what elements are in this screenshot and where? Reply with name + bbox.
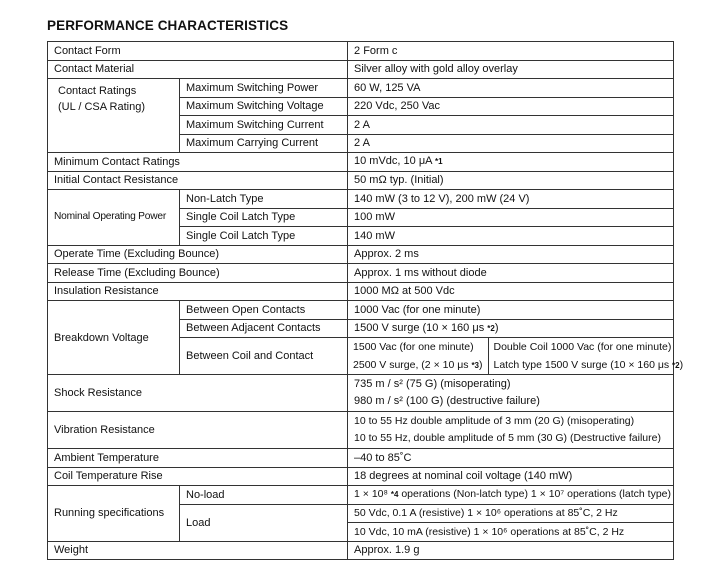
table-row (48, 190, 674, 209)
row-label: Minimum Contact Ratings (48, 153, 348, 172)
value-text: 1500 V surge (10 × 160 μs (354, 321, 485, 334)
row-value: 2 A (348, 134, 674, 153)
row-value: Silver alloy with gold alloy overlay (348, 60, 674, 79)
sub-label: Maximum Switching Power (180, 79, 348, 98)
group-label-contact-ratings (48, 79, 180, 153)
value-tail: ) (494, 321, 499, 334)
sub-label: No-load (180, 486, 348, 505)
table-row (48, 282, 674, 301)
row-value: 50 mΩ typ. (Initial) (348, 171, 674, 190)
table-row (48, 171, 674, 190)
value-line (353, 356, 482, 374)
row-label: Weight (48, 541, 348, 560)
group-label-running: Running specifications (48, 486, 180, 542)
value-line: 10 to 55 Hz, double amplitude of 5 mm (30 G) (Destructive failure) (354, 432, 661, 444)
value-text: Latch type 1500 V surge (10 × 160 μs (493, 359, 670, 371)
performance-table (47, 41, 684, 560)
row-value: 140 mW (3 to 12 V), 200 mW (24 V) (348, 190, 674, 209)
table-row (48, 486, 674, 505)
sub-label: Between Open Contacts (180, 301, 348, 320)
footnote-mark: *2 (487, 323, 495, 333)
table-row (48, 412, 674, 449)
row-label: Ambient Temperature (48, 449, 348, 468)
value-line: 10 to 55 Hz double amplitude of 3 mm (20 G) (misoperating) (354, 415, 635, 427)
sub-label: Maximum Switching Voltage (180, 97, 348, 116)
value-text: operations (Non-latch type) 1 × 10⁷ operations (latch type) (398, 488, 671, 501)
row-value: Approx. 2 ms (348, 245, 674, 264)
group-label-nominal-power: Nominal Operating Power (48, 190, 180, 246)
table-row (48, 79, 674, 98)
value-tail: ) (679, 359, 684, 371)
row-label: Contact Form (48, 42, 348, 61)
row-label: Contact Material (48, 60, 348, 79)
split-left (348, 338, 488, 374)
row-label: Initial Contact Resistance (48, 171, 348, 190)
row-value (348, 153, 674, 172)
table-row (48, 375, 674, 412)
sub-label: Between Coil and Contact (180, 338, 348, 375)
row-label: Release Time (Excluding Bounce) (48, 264, 348, 283)
row-value: 220 Vdc, 250 Vac (348, 97, 674, 116)
row-label: Shock Resistance (48, 375, 348, 412)
row-value: 60 W, 125 VA (348, 79, 674, 98)
page-title: PERFORMANCE CHARACTERISTICS (47, 18, 289, 33)
table-row (48, 449, 674, 468)
row-value: Approx. 1 ms without diode (348, 264, 674, 283)
table-row (48, 301, 674, 320)
value-tail: ) (479, 359, 483, 371)
table-row (48, 264, 674, 283)
row-value: 2 A (348, 116, 674, 135)
group-label-line: Contact Ratings (58, 85, 137, 97)
value-line: 980 m / s² (100 G) (destructive failure) (354, 395, 540, 407)
value-text: 1 × 10⁸ (354, 488, 388, 501)
value-text: 2500 V surge, (2 × 10 μs (353, 359, 469, 371)
value-text: 10 mVdc, 10 μA (354, 155, 432, 168)
group-label-breakdown: Breakdown Voltage (48, 301, 180, 375)
sub-label: Maximum Switching Current (180, 116, 348, 135)
row-label: Vibration Resistance (48, 412, 348, 449)
footnote-mark: *1 (434, 157, 443, 167)
row-value: 140 mW (348, 227, 674, 246)
group-label-line: (UL / CSA Rating) (58, 101, 146, 113)
split-container (348, 338, 684, 374)
footnote-mark: *2 (672, 361, 680, 370)
row-value: 10 Vdc, 10 mA (resistive) 1 × 10⁶ operations at 85˚C, 2 Hz (348, 523, 674, 542)
row-label: Coil Temperature Rise (48, 467, 348, 486)
value-line (494, 356, 684, 374)
sub-label: Maximum Carrying Current (180, 134, 348, 153)
row-value (348, 375, 674, 412)
row-value: 18 degrees at nominal coil voltage (140 mW) (348, 467, 674, 486)
row-value: 1000 MΩ at 500 Vdc (348, 282, 674, 301)
value-line: 1500 Vac (for one minute) (353, 341, 474, 353)
split-value (348, 338, 684, 375)
sub-label: Single Coil Latch Type (180, 227, 348, 246)
sub-label: Non-Latch Type (180, 190, 348, 209)
sub-label: Single Coil Latch Type (180, 208, 348, 227)
table-row (48, 467, 674, 486)
split-right (489, 338, 689, 374)
row-value (348, 412, 674, 449)
row-value: 2 Form c (348, 42, 674, 61)
value-line: Double Coil 1000 Vac (for one minute) (493, 341, 672, 353)
table-row (48, 541, 674, 560)
table-row (48, 245, 674, 264)
row-value (348, 486, 674, 505)
footnote-mark: *3 (471, 361, 479, 370)
table-row (48, 42, 674, 61)
row-label: Insulation Resistance (48, 282, 348, 301)
footnote-mark: *4 (390, 490, 399, 500)
row-label: Operate Time (Excluding Bounce) (48, 245, 348, 264)
row-value: 100 mW (348, 208, 674, 227)
table-row (48, 60, 674, 79)
row-value: 50 Vdc, 0.1 A (resistive) 1 × 10⁶ operations at 85˚C, 2 Hz (348, 504, 674, 523)
sub-label: Load (180, 504, 348, 541)
row-value: 1000 Vac (for one minute) (348, 301, 674, 320)
row-value (348, 319, 674, 338)
sub-label: Between Adjacent Contacts (180, 319, 348, 338)
row-value: –40 to 85˚C (348, 449, 674, 468)
table-row (48, 153, 674, 172)
row-value: Approx. 1.9 g (348, 541, 674, 560)
value-line: 735 m / s² (75 G) (misoperating) (354, 378, 511, 390)
